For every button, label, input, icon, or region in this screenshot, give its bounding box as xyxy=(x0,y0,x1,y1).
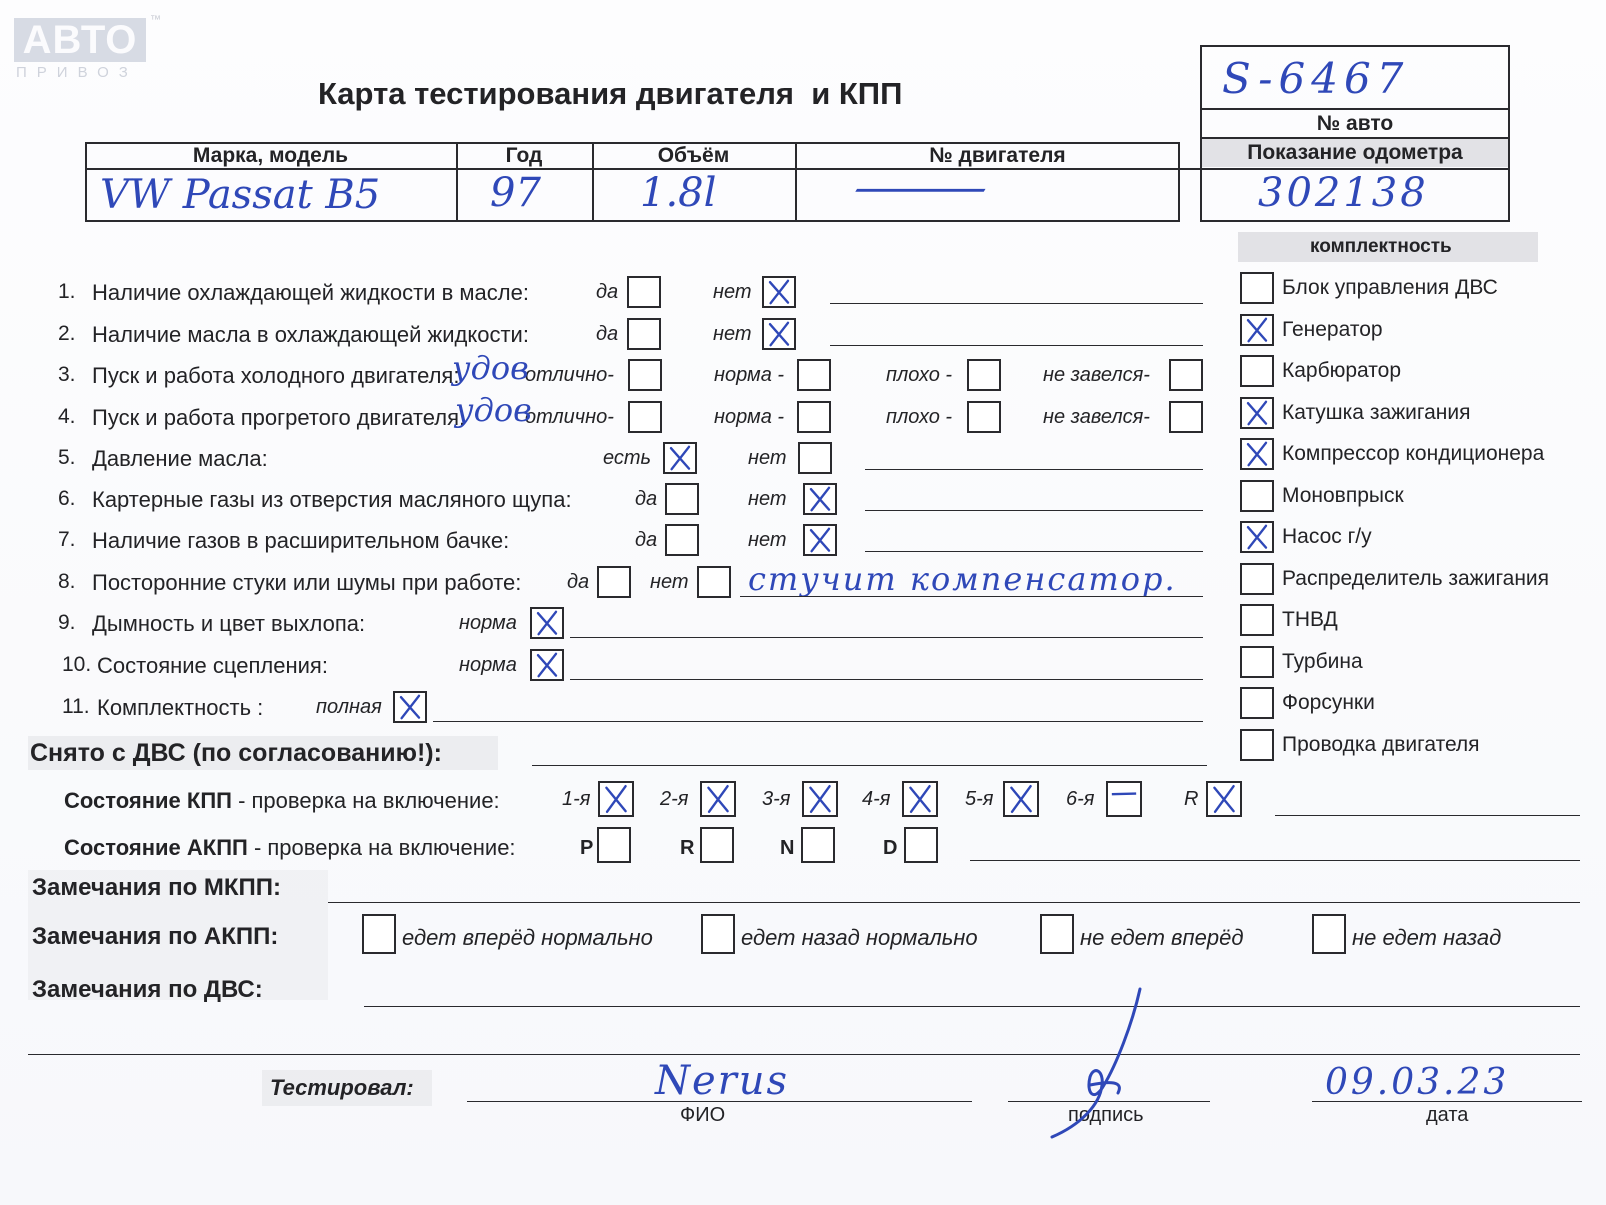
run-option-checkbox[interactable] xyxy=(1169,401,1203,433)
auto-line xyxy=(970,860,1580,861)
auto-position-checkbox[interactable] xyxy=(801,827,835,863)
auto-position-checkbox[interactable] xyxy=(904,827,938,863)
run-option-label: плохо - xyxy=(886,406,953,428)
single-option-label: полная xyxy=(316,696,382,718)
tested-by-label: Тестировал: xyxy=(270,1075,414,1100)
completeness-checkbox[interactable] xyxy=(1240,272,1274,304)
auto-gearbox-label-bold: Состояние АКПП xyxy=(64,835,248,860)
single-option-label: норма xyxy=(459,654,517,676)
completeness-checkbox[interactable] xyxy=(1240,687,1274,719)
tester-name-value: Nerus xyxy=(655,1058,790,1104)
gear-checkbox[interactable] xyxy=(1106,781,1142,817)
question-number: 4. xyxy=(58,405,76,428)
x-check-mark-icon xyxy=(600,783,632,815)
gear-checkbox[interactable] xyxy=(1003,781,1039,817)
completeness-checkbox[interactable] xyxy=(1240,729,1274,761)
auto-number-header: № авто xyxy=(1316,112,1394,135)
gear-checkbox[interactable] xyxy=(700,781,736,817)
gear-label: 1-я xyxy=(562,788,591,810)
question-label: Наличие газов в расширительном бачке: xyxy=(92,528,510,553)
remarks-extra-line xyxy=(28,1054,1580,1055)
option-yes-label: да xyxy=(635,529,658,551)
answer-line xyxy=(830,345,1203,346)
question-number: 11. xyxy=(62,695,90,718)
akpp-option-label: не едет вперёд xyxy=(1080,925,1244,950)
engine-number-header: № двигателя xyxy=(929,144,1066,167)
run-option-label: отлично- xyxy=(525,406,614,428)
auto-position-label: P xyxy=(580,837,594,859)
gear-label: 3-я xyxy=(762,788,791,810)
x-check-mark-icon xyxy=(1242,523,1272,551)
remarks-mkpp-label: Замечания по МКПП: xyxy=(32,874,282,901)
completeness-checkbox[interactable] xyxy=(1240,604,1274,636)
option-yes-checkbox[interactable] xyxy=(627,276,661,308)
volume-value: 1.8l xyxy=(640,170,717,216)
name-caption: ФИО xyxy=(680,1104,726,1126)
option-yes-checkbox[interactable] xyxy=(665,524,699,556)
auto-box-divider xyxy=(1200,108,1510,110)
x-check-mark-icon xyxy=(904,783,936,815)
x-check-mark-icon xyxy=(1242,316,1272,344)
answer-line xyxy=(570,679,1203,680)
x-check-mark-icon xyxy=(395,693,425,721)
question-label: Наличие масла в охлаждающей жидкости: xyxy=(92,322,529,347)
question-number: 1. xyxy=(58,280,76,303)
x-check-mark-icon xyxy=(1242,399,1272,427)
completeness-checkbox[interactable] xyxy=(1240,646,1274,678)
brand-model-value: VW Passat B5 xyxy=(100,172,381,218)
gear-label: 5-я xyxy=(965,788,994,810)
single-option-checkbox[interactable] xyxy=(530,649,564,681)
question-label: Давление масла: xyxy=(92,446,268,471)
akpp-option-checkbox[interactable] xyxy=(362,914,396,954)
logo-subtitle: ПРИВОЗ xyxy=(16,64,138,81)
gear-checkbox[interactable] xyxy=(598,781,634,817)
manual-gearbox-label xyxy=(64,788,500,814)
run-option-checkbox[interactable] xyxy=(628,359,662,391)
auto-gearbox-label xyxy=(64,835,516,861)
run-option-label: отлично- xyxy=(525,364,614,386)
gear-checkbox[interactable] xyxy=(1206,781,1242,817)
x-check-mark-icon xyxy=(1242,440,1272,468)
akpp-option-label: едет вперёд нормально xyxy=(402,925,653,950)
completeness-item-label: Компрессор кондиционера xyxy=(1282,442,1545,465)
completeness-item-label: Насос г/у xyxy=(1282,525,1372,548)
question-number: 9. xyxy=(58,611,76,634)
option-no-label: нет xyxy=(650,571,689,593)
answer-line xyxy=(865,510,1203,511)
option-no-checkbox[interactable] xyxy=(803,483,837,515)
completeness-item-label: Генератор xyxy=(1282,317,1383,341)
dash-mark-icon xyxy=(1108,783,1140,815)
completeness-item-label: Моновпрыск xyxy=(1282,483,1404,507)
completeness-title: комплектность xyxy=(1310,236,1452,257)
gear-checkbox[interactable] xyxy=(802,781,838,817)
completeness-item-label: Форсунки xyxy=(1282,691,1375,714)
question-number: 7. xyxy=(58,528,76,551)
run-option-label: норма - xyxy=(714,364,785,386)
run-option-label: плохо - xyxy=(886,364,953,386)
question-label: Комплектность : xyxy=(97,695,264,720)
option-no-checkbox[interactable] xyxy=(798,442,832,474)
run-option-label: не завелся- xyxy=(1043,406,1150,428)
question-label: Картерные газы из отверстия масляного щупа: xyxy=(92,487,572,512)
x-check-mark-icon xyxy=(532,651,562,679)
completeness-checkbox[interactable] xyxy=(1240,314,1274,346)
answer-line xyxy=(570,637,1203,638)
auto-position-label: R xyxy=(680,837,695,859)
noise-handwritten-note: стучит компенсатор. xyxy=(748,560,1177,598)
run-option-checkbox[interactable] xyxy=(967,359,1001,391)
single-option-label: норма xyxy=(459,612,517,634)
auto-number-value: S-6467 xyxy=(1222,54,1410,103)
odometer-value: 302138 xyxy=(1258,170,1429,216)
auto-position-label: D xyxy=(883,837,898,859)
remarks-mkpp-line xyxy=(328,902,1580,903)
option-yes-label: да xyxy=(596,281,619,303)
question-label: Пуск и работа прогретого двигателя: xyxy=(92,405,466,430)
date-value: 09.03.23 xyxy=(1325,1062,1510,1103)
auto-position-label: N xyxy=(780,837,795,859)
completeness-item-label: Турбина xyxy=(1282,649,1363,673)
completeness-checkbox[interactable] xyxy=(1240,397,1274,429)
gear-label: R xyxy=(1184,788,1199,810)
option-yes-checkbox[interactable] xyxy=(597,566,631,598)
odometer-header: Показание одометра xyxy=(1247,141,1463,164)
question-number: 2. xyxy=(58,322,76,345)
run-handwritten-note: удов xyxy=(455,391,532,429)
question-number: 8. xyxy=(58,570,76,593)
run-option-checkbox[interactable] xyxy=(628,401,662,433)
answer-line xyxy=(830,303,1203,304)
completeness-checkbox[interactable] xyxy=(1240,480,1274,512)
run-option-checkbox[interactable] xyxy=(797,359,831,391)
answer-line xyxy=(740,596,1203,597)
run-option-label: норма - xyxy=(714,406,785,428)
single-option-checkbox[interactable] xyxy=(530,607,564,639)
answer-line xyxy=(865,551,1203,552)
remarks-akpp-label: Замечания по АКПП: xyxy=(32,923,279,950)
manual-gearbox-label-rest: - проверка на включение: xyxy=(231,788,500,813)
completeness-item-label: Карбюратор xyxy=(1282,359,1402,382)
date-caption: дата xyxy=(1426,1104,1469,1126)
option-yes-checkbox[interactable] xyxy=(627,318,661,350)
question-number: 5. xyxy=(58,446,76,469)
x-check-mark-icon xyxy=(764,278,794,306)
completeness-item-label: Проводка двигателя xyxy=(1282,732,1480,756)
x-check-mark-icon xyxy=(805,485,835,513)
question-label: Пуск и работа холодного двигателя: xyxy=(92,363,460,388)
x-check-mark-icon xyxy=(804,783,836,815)
question-label: Дымность и цвет выхлопа: xyxy=(92,611,366,636)
option-no-label: нет xyxy=(748,488,787,510)
completeness-checkbox[interactable] xyxy=(1240,355,1274,387)
completeness-item-label: Блок управления ДВС xyxy=(1282,276,1498,299)
page-title: Карта тестирования двигателя и КПП xyxy=(318,76,903,111)
option-no-checkbox[interactable] xyxy=(762,318,796,350)
run-handwritten-note: удов xyxy=(452,349,529,387)
question-label: Состояние сцепления: xyxy=(97,653,328,678)
akpp-option-checkbox[interactable] xyxy=(701,914,735,954)
logo-wordmark: АВТО xyxy=(14,18,146,62)
akpp-option-checkbox[interactable] xyxy=(1312,914,1346,954)
gear-checkbox[interactable] xyxy=(902,781,938,817)
gear-label: 4-я xyxy=(862,788,891,810)
gear-label: 6-я xyxy=(1066,788,1095,810)
completeness-item-label: Распределитель зажигания xyxy=(1282,566,1550,590)
option-yes-label: да xyxy=(596,323,619,345)
gear-label: 2-я xyxy=(660,788,689,810)
single-option-checkbox[interactable] xyxy=(393,691,427,723)
run-option-checkbox[interactable] xyxy=(1169,359,1203,391)
auto-position-checkbox[interactable] xyxy=(597,827,631,863)
akpp-option-checkbox[interactable] xyxy=(1040,914,1074,954)
x-check-mark-icon xyxy=(532,609,562,637)
question-number: 6. xyxy=(58,487,76,510)
year-value: 97 xyxy=(490,170,541,216)
engine-number-value: — xyxy=(850,162,991,213)
logo-tm: ™ xyxy=(150,14,161,26)
completeness-item-label: ТНВД xyxy=(1282,608,1338,631)
x-check-mark-icon xyxy=(805,526,835,554)
option-yes-label: есть xyxy=(603,447,652,469)
option-no-label: нет xyxy=(748,529,787,551)
option-yes-label: да xyxy=(567,571,590,593)
run-option-label: не завелся- xyxy=(1043,364,1150,386)
option-no-label: нет xyxy=(748,447,787,469)
x-check-mark-icon xyxy=(1208,783,1240,815)
option-no-checkbox[interactable] xyxy=(697,566,731,598)
run-option-checkbox[interactable] xyxy=(967,401,1001,433)
volume-header: Объём xyxy=(657,144,730,167)
question-number: 10. xyxy=(62,653,92,676)
removed-line xyxy=(532,765,1207,766)
answer-line xyxy=(865,469,1203,470)
option-yes-checkbox[interactable] xyxy=(665,483,699,515)
question-label: Наличие охлаждающей жидкости в масле: xyxy=(92,280,529,305)
remarks-dvs-line xyxy=(364,1006,1580,1007)
completeness-checkbox[interactable] xyxy=(1240,563,1274,595)
akpp-option-label: едет назад нормально xyxy=(741,925,978,950)
answer-line xyxy=(433,721,1203,722)
option-yes-label: да xyxy=(635,488,658,510)
brand-model-header: Марка, модель xyxy=(192,144,349,167)
signature-caption: подпись xyxy=(1068,1104,1144,1126)
year-header: Год xyxy=(505,144,543,167)
auto-position-checkbox[interactable] xyxy=(700,827,734,863)
option-no-checkbox[interactable] xyxy=(762,276,796,308)
question-number: 3. xyxy=(58,363,76,386)
option-yes-checkbox[interactable] xyxy=(663,442,697,474)
avtoprivoz-logo xyxy=(14,14,164,84)
remarks-dvs-label: Замечания по ДВС: xyxy=(32,976,263,1003)
akpp-option-label: не едет назад xyxy=(1352,925,1502,950)
option-no-checkbox[interactable] xyxy=(803,524,837,556)
gear-line xyxy=(1275,815,1580,816)
auto-gearbox-label-rest: - проверка на включение: xyxy=(247,835,516,860)
x-check-mark-icon xyxy=(702,783,734,815)
option-no-label: нет xyxy=(713,281,752,303)
run-option-checkbox[interactable] xyxy=(797,401,831,433)
option-no-label: нет xyxy=(713,323,752,345)
x-check-mark-icon xyxy=(764,320,794,348)
manual-gearbox-label-bold: Состояние КПП xyxy=(64,788,232,813)
completeness-item-label: Катушка зажигания xyxy=(1282,400,1471,424)
completeness-checkbox[interactable] xyxy=(1240,521,1274,553)
completeness-checkbox[interactable] xyxy=(1240,438,1274,470)
x-check-mark-icon xyxy=(1005,783,1037,815)
x-check-mark-icon xyxy=(665,444,695,472)
handwritten-signature xyxy=(1020,985,1150,1145)
removed-label: Снято с ДВС (по согласованию!): xyxy=(30,739,442,767)
question-label: Посторонние стуки или шумы при работе: xyxy=(92,570,522,595)
